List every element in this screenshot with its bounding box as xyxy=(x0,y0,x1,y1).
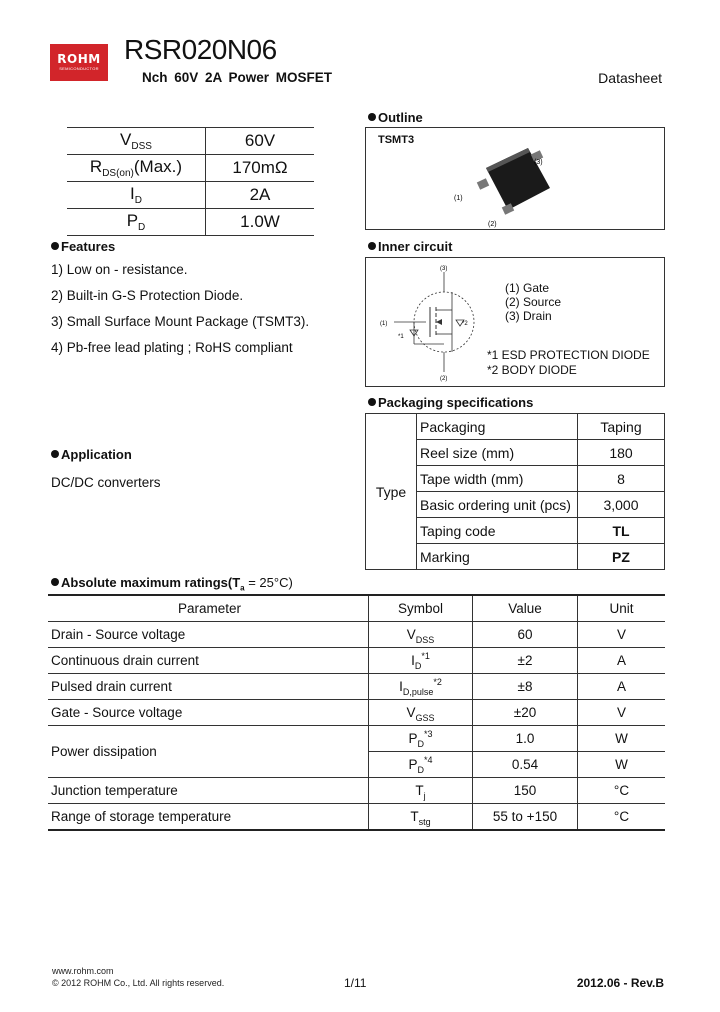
pin-source: (2) Source xyxy=(505,295,562,309)
page-number: 1/11 xyxy=(344,976,367,990)
unit-cell: A xyxy=(578,648,666,674)
param-cell: Gate - Source voltage xyxy=(48,700,369,726)
bullet-icon xyxy=(51,450,59,458)
revision: 2012.06 - Rev.B xyxy=(576,976,664,990)
value-cell: 150 xyxy=(473,778,578,804)
symbol-cell: $T_{stg}$ xyxy=(369,804,473,831)
pack-label: Basic ordering unit (pcs) xyxy=(417,492,578,518)
pack-label: Tape width (mm) xyxy=(417,466,578,492)
pin-drain: (3) Drain xyxy=(505,309,552,323)
table-header-row xyxy=(48,595,665,622)
table-row xyxy=(48,726,665,752)
packaging-table xyxy=(365,413,665,570)
pin-legend xyxy=(505,281,561,323)
pack-label: Reel size (mm) xyxy=(417,440,578,466)
symbol-cell: $T_j$ xyxy=(369,778,473,804)
outline-box xyxy=(365,127,665,230)
summary-value: 60V xyxy=(206,128,315,155)
unit-cell: A xyxy=(578,674,666,700)
pin-1-label: (1) xyxy=(454,195,463,202)
unit-cell: °C xyxy=(578,804,666,831)
application-heading: Application xyxy=(51,447,132,462)
symbol-cell: $P_D^{*4}$ xyxy=(369,752,473,778)
table-row xyxy=(48,778,665,804)
symbol-cell: $I_D^{*1}$ xyxy=(369,648,473,674)
packaging-heading: Packaging specifications xyxy=(368,395,533,410)
pack-value: 8 xyxy=(578,466,665,492)
summary-value: 170mΩ xyxy=(206,155,315,182)
param-cell: Range of storage temperature xyxy=(48,804,369,831)
gate-pin-label: (1) xyxy=(380,321,388,327)
value-cell: ±2 xyxy=(473,648,578,674)
circuit-symbol xyxy=(374,262,496,384)
symbol-cell: $P_D^{*3}$ xyxy=(369,726,473,752)
note-body-diode: *2 BODY DIODE xyxy=(487,363,577,377)
feature-item: 1) Low on - resistance. xyxy=(51,262,188,277)
table-row xyxy=(48,622,665,648)
symbol-cell: $V_{DSS}$ xyxy=(369,622,473,648)
body-diode-marker: *2 xyxy=(462,321,468,327)
param-cell: Power dissipation xyxy=(48,726,369,778)
table-row xyxy=(48,700,665,726)
features-heading: Features xyxy=(51,239,115,254)
value-cell: 60 xyxy=(473,622,578,648)
pack-value: 180 xyxy=(578,440,665,466)
col-header-symbol: Symbol xyxy=(369,595,473,622)
unit-cell: W xyxy=(578,752,666,778)
table-row xyxy=(48,804,665,831)
bullet-icon xyxy=(51,242,59,250)
circuit-notes xyxy=(487,348,650,378)
unit-cell: W xyxy=(578,726,666,752)
part-number: RSR020N06 xyxy=(124,34,277,65)
summary-row xyxy=(67,182,314,209)
value-cell: ±20 xyxy=(473,700,578,726)
package-name: TSMT3 xyxy=(378,134,415,146)
inner-circuit-heading: Inner circuit xyxy=(368,239,452,254)
value-cell: 0.54 xyxy=(473,752,578,778)
note-esd: *1 ESD PROTECTION DIODE xyxy=(487,348,650,362)
bullet-icon xyxy=(51,578,59,586)
bullet-icon xyxy=(368,398,376,406)
abs-max-heading: Absolute maximum $ratings(T_a = 25^\circ C)$ xyxy=(51,575,293,593)
application-text: DC/DC converters xyxy=(51,475,161,490)
bullet-icon xyxy=(368,242,376,250)
summary-value: 1.0W xyxy=(206,209,315,236)
summary-symbol: $P_D$ xyxy=(67,209,206,236)
param-cell: Continuous drain current xyxy=(48,648,369,674)
inner-circuit-box xyxy=(365,257,665,387)
logo-text: ROHM xyxy=(57,52,101,66)
summary-symbol: $I_D$ xyxy=(67,182,206,209)
type-label: Type xyxy=(366,414,417,570)
pack-label: Taping code xyxy=(417,518,578,544)
unit-cell: V xyxy=(578,622,666,648)
symbol-cell: $V_{GSS}$ xyxy=(369,700,473,726)
product-subtitle: Nch 60V 2A Power MOSFET xyxy=(142,70,333,85)
param-cell: Pulsed drain current xyxy=(48,674,369,700)
summary-symbol: $R_{DS(on)}(Max.)$ xyxy=(67,155,206,182)
summary-symbol: $V_{DSS}$ xyxy=(67,128,206,155)
feature-item: 3) Small Surface Mount Package (TSMT3). xyxy=(51,314,310,329)
summary-table xyxy=(67,127,314,236)
package-drawing xyxy=(446,138,646,228)
outline-heading: Outline xyxy=(368,110,423,125)
table-row xyxy=(48,674,665,700)
summary-row xyxy=(67,128,314,155)
pin-1-lead xyxy=(477,178,489,189)
symbol-cell: $I_{D,pulse}^{*2}$ xyxy=(369,674,473,700)
feature-item: 4) Pb-free lead plating ; RoHS compliant xyxy=(51,340,293,355)
table-row xyxy=(366,414,665,440)
logo-subtext: SEMICONDUCTOR xyxy=(59,66,99,71)
pack-label: Packaging xyxy=(417,414,578,440)
feature-item: 2) Built-in G-S Protection Diode. xyxy=(51,288,244,303)
rohm-logo xyxy=(50,44,108,81)
esd-diode-marker: *1 xyxy=(398,334,404,340)
pin-3-label: (3) xyxy=(534,159,543,166)
footer-copyright: © 2012 ROHM Co., Ltd. All rights reserved. xyxy=(52,978,225,988)
summary-row xyxy=(67,155,314,182)
col-header-unit: Unit xyxy=(578,595,666,622)
pin-gate: (1) Gate xyxy=(505,281,550,295)
summary-value: 2A xyxy=(206,182,315,209)
col-header-value: Value xyxy=(473,595,578,622)
pack-label: Marking xyxy=(417,544,578,570)
pack-value: Taping xyxy=(578,414,665,440)
col-header-parameter: Parameter xyxy=(48,595,369,622)
table-row xyxy=(48,648,665,674)
pack-value: PZ xyxy=(578,544,665,570)
param-cell: Drain - Source voltage xyxy=(48,622,369,648)
source-pin-label: (2) xyxy=(440,376,448,382)
pack-value: TL xyxy=(578,518,665,544)
unit-cell: °C xyxy=(578,778,666,804)
summary-row xyxy=(67,209,314,236)
value-cell: 55 to +150 xyxy=(473,804,578,831)
pin-2-label: (2) xyxy=(488,221,497,228)
document-type: Datasheet xyxy=(598,70,662,86)
value-cell: 1.0 xyxy=(473,726,578,752)
drain-pin-label: (3) xyxy=(440,266,448,272)
value-cell: ±8 xyxy=(473,674,578,700)
param-cell: Junction temperature xyxy=(48,778,369,804)
footer-url: www.rohm.com xyxy=(52,966,114,976)
unit-cell: V xyxy=(578,700,666,726)
abs-max-table xyxy=(48,594,665,831)
bullet-icon xyxy=(368,113,376,121)
pack-value: 3,000 xyxy=(578,492,665,518)
